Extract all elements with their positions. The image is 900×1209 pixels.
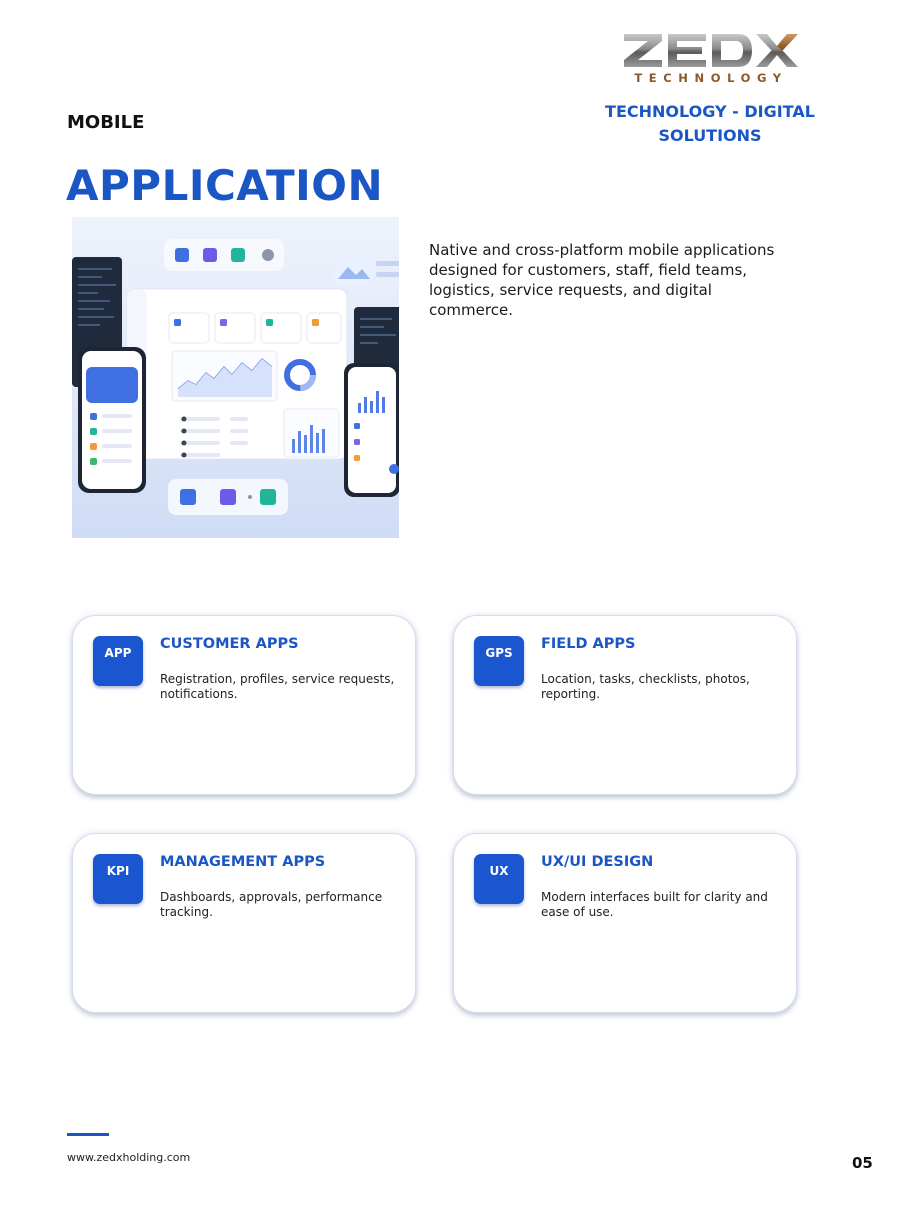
ux-badge: UX [474,854,524,904]
card-description: Registration, profiles, service requests, notifications. [160,672,395,701]
brand-tagline: TECHNOLOGY - DIGITAL SOLUTIONS [605,102,815,145]
feature-card-ux-ui-design [453,833,797,1013]
footer-url[interactable]: www.zedxholding.com [67,1151,191,1164]
hero-image [72,217,399,538]
card-description: Dashboards, approvals, performance tracking. [160,890,383,919]
app-badge: APP [93,636,143,686]
card-title: FIELD APPS [541,636,636,652]
kpi-badge: KPI [93,854,143,904]
card-title: CUSTOMER APPS [160,636,299,652]
section-eyebrow: MOBILE [67,112,145,133]
company-logo [622,30,800,86]
intro-paragraph: Native and cross-platform mobile applications designed for customers, staff, field teams, logistics, service requests, and digital commerce. [429,241,775,319]
feature-card-customer-apps [72,615,416,795]
zedx-logo-icon [622,30,800,70]
card-title: UX/UI DESIGN [541,854,654,870]
page-number: 05 [852,1154,873,1172]
gps-badge: GPS [474,636,524,686]
logo-subtext: TECHNOLOGY [634,71,788,85]
feature-card-field-apps [453,615,797,795]
page-title: APPLICATION [66,161,384,210]
card-description: Modern interfaces built for clarity and ease of use. [541,890,768,919]
feature-card-management-apps [72,833,416,1013]
footer-divider [67,1133,109,1136]
card-title: MANAGEMENT APPS [160,854,326,870]
card-description: Location, tasks, checklists, photos, reporting. [541,672,750,701]
dashboard-illustration-icon [72,217,399,538]
